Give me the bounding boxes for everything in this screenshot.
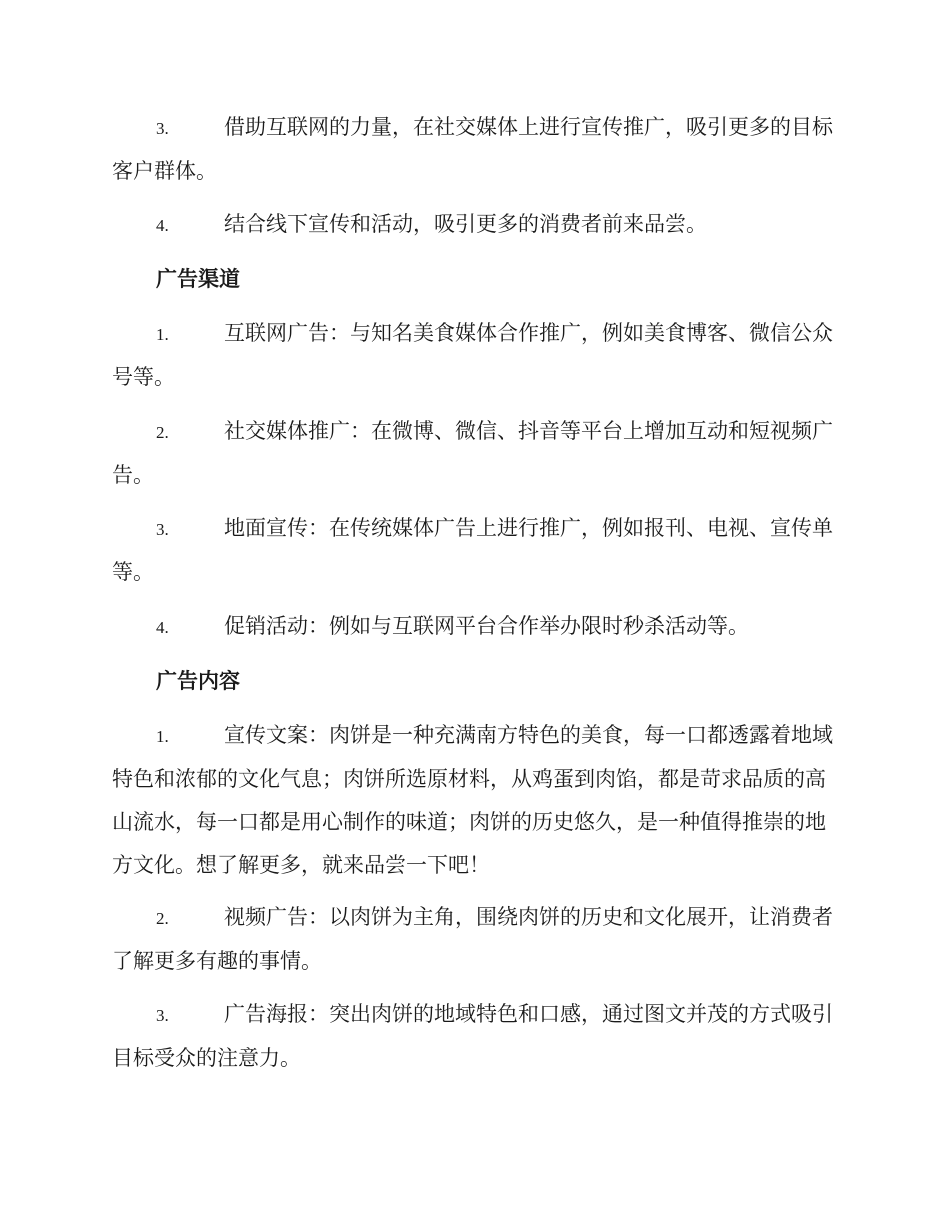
list-item	[112, 410, 836, 497]
list-number: 1.	[156, 727, 169, 746]
list-item	[112, 312, 836, 399]
list-text: 社交媒体推广：在微博、微信、抖音等平台上增加互动和短视频广告。	[112, 419, 833, 487]
list-text: 结合线下宣传和活动，吸引更多的消费者前来品尝。	[224, 212, 707, 236]
list-item	[112, 714, 836, 887]
list-text: 广告海报：突出肉饼的地域特色和口感，通过图文并茂的方式吸引目标受众的注意力。	[112, 1002, 833, 1070]
list-item	[112, 993, 836, 1080]
list-number: 2.	[156, 909, 169, 928]
list-text: 互联网广告：与知名美食媒体合作推广，例如美食博客、微信公众号等。	[112, 321, 833, 389]
list-item	[112, 203, 836, 247]
list-number: 3.	[156, 520, 169, 539]
list-number: 4.	[156, 216, 169, 235]
list-text: 宣传文案：肉饼是一种充满南方特色的美食，每一口都透露着地域特色和浓郁的文化气息；肉饼所选原材料，从鸡蛋到肉馅，都是苛求品质的高山流水，每一口都是用心制作的味道；肉饼的历史悠久，是一种值得推崇的地方文化。想了解更多，就来品尝一下吧！	[112, 723, 833, 877]
list-text: 地面宣传：在传统媒体广告上进行推广，例如报刊、电视、宣传单等。	[112, 516, 833, 584]
list-number: 1.	[156, 325, 169, 344]
list-item	[112, 507, 836, 594]
list-text: 借助互联网的力量，在社交媒体上进行宣传推广，吸引更多的目标客户群体。	[112, 115, 833, 183]
list-item	[112, 896, 836, 983]
list-text: 促销活动：例如与互联网平台合作举办限时秒杀活动等。	[224, 614, 749, 638]
list-item	[112, 605, 836, 649]
list-number: 4.	[156, 618, 169, 637]
list-number: 3.	[156, 1006, 169, 1025]
section-heading-channels: 广告渠道	[156, 266, 240, 291]
list-number: 3.	[156, 119, 169, 138]
list-item	[112, 106, 836, 193]
section-heading-content: 广告内容	[156, 668, 240, 693]
list-text: 视频广告：以肉饼为主角，围绕肉饼的历史和文化展开，让消费者了解更多有趣的事情。	[112, 905, 833, 973]
list-number: 2.	[156, 423, 169, 442]
